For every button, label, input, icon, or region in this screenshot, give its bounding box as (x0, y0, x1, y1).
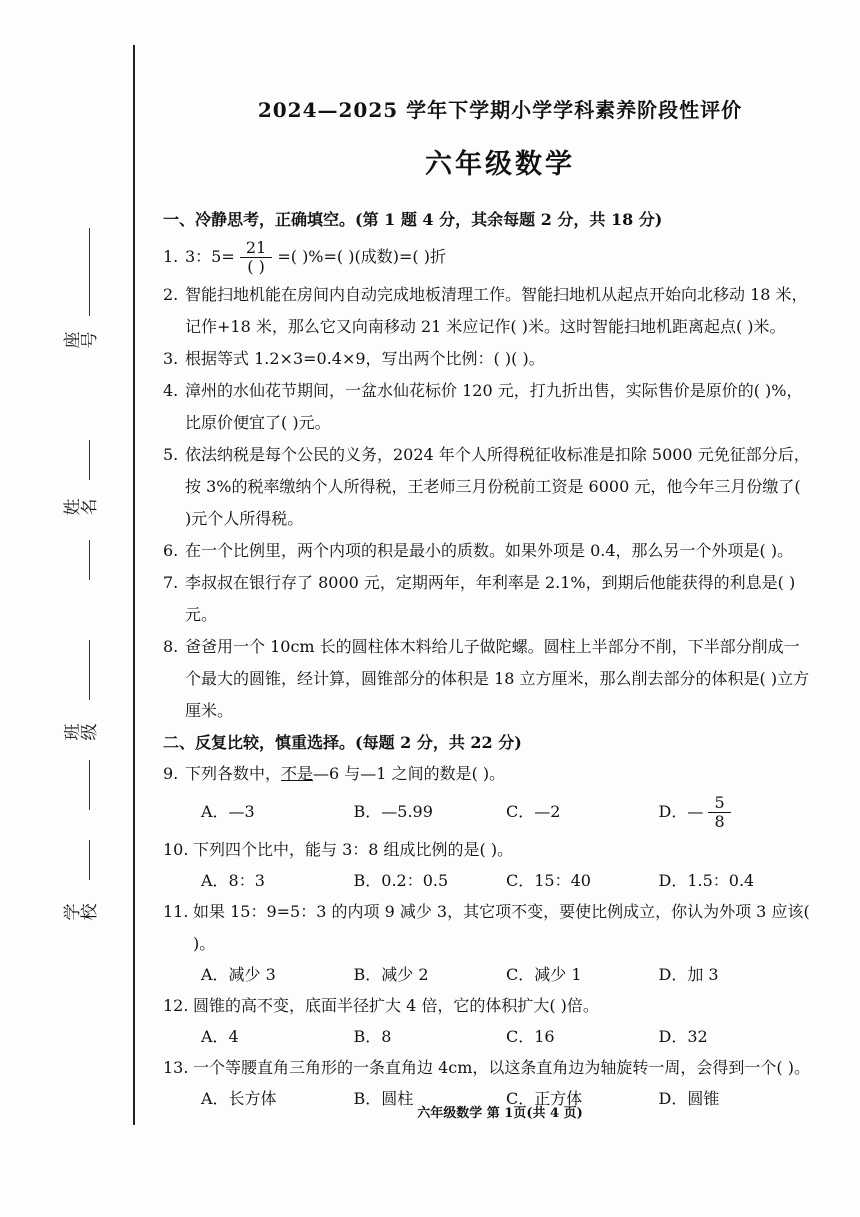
question-12-options: A．4 B．8 C．16 D．32 (201, 1027, 708, 1046)
student-name-field (63, 440, 106, 580)
question-11-options: A．减少 3 B．减少 2 C．减少 1 D．加 3 (201, 965, 719, 984)
question-6: 6. 在一个比例里，两个内项的积是最小的质数。如果外项是 0.4，那么另一个外项是( )。 (163, 541, 794, 560)
section-1-heading: 一、冷静思考，正确填空。(第 1 题 4 分，其余每题 2 分，共 18 分) (163, 210, 663, 229)
class-label: 班 级 (63, 723, 100, 741)
question-5: 5. 依法纳税是每个公民的义务，2024 年个人所得税征收标准是扣除 5000 元免征部分后，按 3%的税率缴纳个人所得税，王老师三月份税前工资是 6000 元，他今年三月份缴了( )元个人所得税。 (163, 445, 810, 528)
name-label: 姓 名 (63, 498, 100, 516)
question-12: 12. 圆锥的高不变，底面半径扩大 4 倍，它的体积扩大( )倍。 (163, 996, 599, 1015)
question-13-options: A．长方体 B．圆柱 C．正方体 D．圆锥 (201, 1089, 720, 1108)
question-13: 13. 一个等腰直角三角形的一条直角边 4cm，以这条直角边为轴旋转一周，会得到一个( )。 (163, 1058, 810, 1077)
school-field (63, 840, 106, 960)
class-field (63, 640, 106, 810)
question-7: 7. 李叔叔在银行存了 8000 元，定期两年，年利率是 2.1%，到期后他能获得的利息是( )元。 (163, 573, 796, 624)
exam-subtitle: 六年级数学 (425, 149, 575, 180)
question-1: 1. 3：5= $\frac{21}{( )}$ =( )%=( )(成数)=( )折 (163, 238, 446, 276)
seat-number-field (63, 228, 106, 368)
seat-label: 座 号 (63, 331, 100, 349)
question-2: 2. 智能扫地机能在房间内自动完成地板清理工作。智能扫地机从起点开始向北移动 18 米，记作+18 米，那么它又向南移动 21 米应记作( )米。这时智能扫地机距离起点( )米。 (163, 285, 808, 336)
question-10: 10. 下列四个比中，能与 3：8 组成比例的是( )。 (163, 840, 514, 859)
exam-content (163, 204, 811, 1114)
question-10-options: A．8：3 B．0.2：0.5 C．15：40 D．1.5：0.4 (201, 871, 755, 890)
section-2-heading: 二、反复比较，慎重选择。(每题 2 分，共 22 分) (163, 733, 522, 752)
exam-title: 2024—2025 学年下学期小学学科素养阶段性评价 (257, 98, 743, 122)
school-label: 学 校 (63, 903, 100, 921)
question-9-options: A．—3 B．—5.99 C．—2 D．— $\frac{5}{8}$ (163, 790, 811, 834)
fraction: $\frac{5}{8}$ (708, 794, 730, 831)
page-footer: 六年级数学 第 1页(共 4 页) (417, 1106, 583, 1121)
question-4: 4. 漳州的水仙花节期间，一盆水仙花标价 120 元，打九折出售，实际售价是原价的( )%，比原价便宜了( )元。 (163, 381, 803, 432)
question-3: 3. 根据等式 1.2×3=0.4×9，写出两个比例：( )( )。 (163, 349, 545, 368)
fraction: $\frac{21}{( )}$ (240, 239, 272, 276)
binding-margin-line (133, 45, 135, 1125)
question-11: 11. 如果 15：9=5：3 的内项 9 减少 3，其它项不变，要使比例成立，你认为外项 3 应该( )。 (163, 902, 810, 953)
question-9: 9. 下列各数中，不是—6 与—1 之间的数是( )。 (163, 764, 506, 783)
question-8: 8. 爸爸用一个 10cm 长的圆柱体木料给儿子做陀螺。圆柱上半部分不削，下半部分削成一个最大的圆锥，经计算，圆锥部分的体积是 18 立方厘米，那么削去部分的体积是( )立方厘米。 (163, 637, 810, 720)
